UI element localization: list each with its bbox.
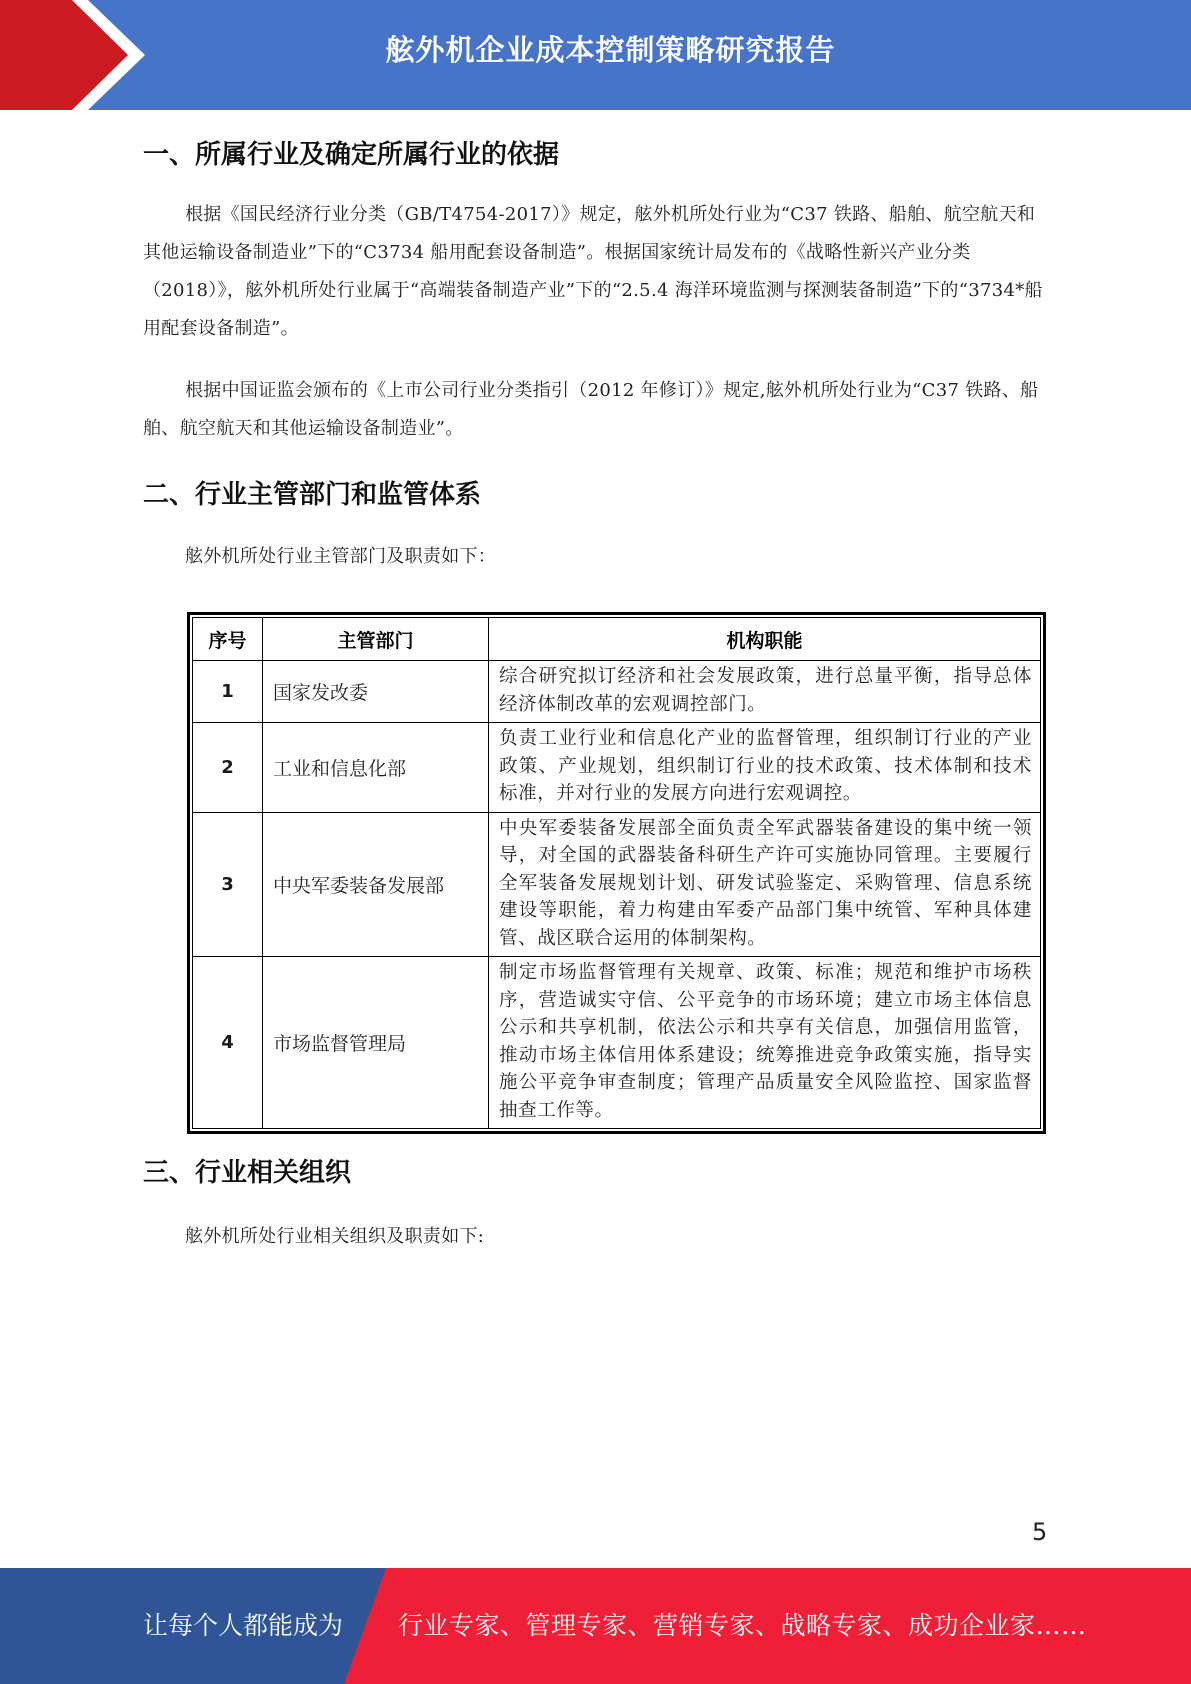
page-header (0, 0, 1191, 110)
paragraph: 舷外机所处行业主管部门及职责如下： (185, 546, 497, 567)
page-footer (0, 1568, 1191, 1684)
department-name: 工业和信息化部 (263, 723, 489, 813)
row-number: 2 (193, 723, 263, 813)
column-header-department: 主管部门 (263, 618, 489, 661)
column-header-duty: 机构职能 (489, 618, 1041, 661)
table-row (193, 661, 1041, 723)
department-name: 市场监督管理局 (263, 957, 489, 1129)
row-number: 1 (193, 661, 263, 723)
report-title: 舷外机企业成本控制策略研究报告 (385, 33, 836, 67)
department-name: 中央军委装备发展部 (263, 812, 489, 957)
paragraph: 根据中国证监会颁布的《上市公司行业分类指引（2012 年修订）》规定,舷外机所处行业为“C37 铁路、船舶、航空航天和其他运输设备制造业”。 (143, 380, 1039, 439)
section-heading-2: 二、行业主管部门和监管体系 (143, 480, 482, 510)
paragraph: 舷外机所处行业相关组织及职责如下: (185, 1226, 485, 1247)
table-header-row (193, 618, 1041, 661)
table-row (193, 812, 1041, 957)
department-duty: 综合研究拟订经济和社会发展政策，进行总量平衡，指导总体经济体制改革的宏观调控部门。 (489, 661, 1041, 723)
paragraph: 根据《国民经济行业分类（GB/T4754-2017）》规定，舷外机所处行业为“C37 铁路、船舶、航空航天和其他运输设备制造业”下的“C3734 船用配套设备制造”。根据国家统计局发布的《战略性新兴产业分类（2018）》，舷外机所处行业属于“高端装备制造产业”下的“2.5.4 海洋环境监测与探测装备制造”下的“3734*船用配套设备制造”。 (143, 204, 1043, 339)
table-row (193, 723, 1041, 813)
department-name: 国家发改委 (263, 661, 489, 723)
column-header-number: 序号 (193, 618, 263, 661)
table-row (193, 957, 1041, 1129)
section-heading-3: 三、行业相关组织 (143, 1158, 352, 1188)
department-duty: 负责工业行业和信息化产业的监督管理，组织制订行业的产业政策、产业规划，组织制订行业的技术政策、技术体制和技术标准，并对行业的发展方向进行宏观调控。 (489, 723, 1041, 813)
department-duty: 中央军委装备发展部全面负责全军武器装备建设的集中统一领导，对全国的武器装备科研生产许可实施协同管理。主要履行全军装备发展规划计划、研发试验鉴定、采购管理、信息系统建设等职能，着力构建由军委产品部门集中统管、军种具体建管、战区联合运用的体制架构。 (489, 812, 1041, 957)
row-number: 4 (193, 957, 263, 1129)
department-duty: 制定市场监督管理有关规章、政策、标准；规范和维护市场秩序，营造诚实守信、公平竞争的市场环境；建立市场主体信息公示和共享机制，依法公示和共享有关信息，加强信用监管，推动市场主体信用体系建设；统筹推进竞争政策实施，指导实施公平竞争审查制度；管理产品质量安全风险监控、国家监督抽查工作等。 (489, 957, 1041, 1129)
departments-table (187, 612, 1046, 1134)
page-number: 5 (1032, 1518, 1048, 1546)
footer-slogan-left: 让每个人都能成为 (143, 1611, 344, 1640)
section-heading-1: 一、所属行业及确定所属行业的依据 (143, 140, 560, 170)
row-number: 3 (193, 812, 263, 957)
footer-slogan-right: 行业专家、管理专家、营销专家、战略专家、成功企业家…… (398, 1611, 1087, 1640)
